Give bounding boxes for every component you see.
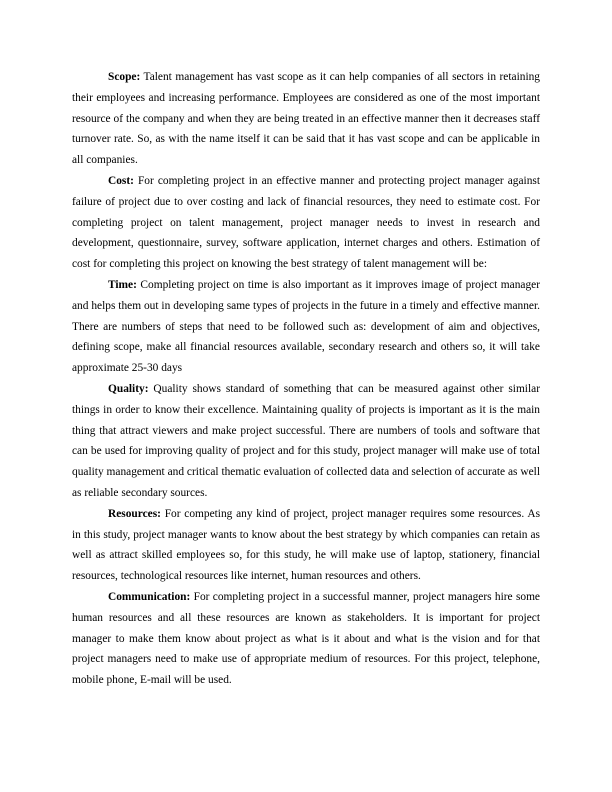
- paragraph-heading: Quality:: [108, 382, 149, 395]
- paragraph-heading: Time:: [108, 278, 137, 291]
- paragraph-time: [72, 275, 540, 379]
- paragraph-text: For completing project in a successful manner, project managers hire some human resources and all these resources are known as stakeholders. It is important for project manager to make them know about project as what is it about and what is the vision and for that project managers need to make use of appropriate medium of resources. For this project, telephone, mobile phone, E-mail will be used.: [72, 590, 540, 687]
- paragraph-heading: Resources:: [108, 507, 161, 520]
- paragraph-heading: Communication:: [108, 590, 191, 603]
- paragraph-cost: [72, 171, 540, 275]
- paragraph-text: Talent management has vast scope as it can help companies of all sectors in retaining their employees and increasing performance. Employees are considered as one of the most important resource of the company and when they are being treated in an effective manner then it decreases staff turnover rate. So, as with the name itself it can be said that it has vast scope and can be applicable in all companies.: [72, 71, 540, 167]
- paragraph-scope: [72, 67, 540, 171]
- document-page: [72, 67, 540, 691]
- paragraph-heading: Scope:: [108, 71, 141, 83]
- paragraph-quality: [72, 379, 540, 504]
- paragraph-text: For competing any kind of project, project manager requires some resources. As in this study, project manager wants to know about the best strategy by which companies can retain as well as attract skilled employees so, for this study, he will make use of laptop, stationery, financial resources, technological resources like internet, human resources and others.: [72, 507, 540, 583]
- paragraph-text: Quality shows standard of something that can be measured against other similar things in order to know their excellence. Maintaining quality of projects is important as it is the main thing that attract viewers and make project successful. There are numbers of tools and software that can be used for improving quality of project and for this study, project manager will make use of total quality management and critical thematic evaluation of collected data and selection of accurate as well as reliable secondary sources.: [72, 382, 540, 499]
- paragraph-communication: [72, 587, 540, 691]
- paragraph-resources: [72, 504, 540, 587]
- paragraph-heading: Cost:: [108, 174, 134, 187]
- paragraph-text: Completing project on time is also important as it improves image of project manager and helps them out in developing same types of projects in the future in a timely and effective manner. There are numbers of steps that need to be followed such as: development of aim and objectives, defining scope, make all financial resources available, secondary research and others so, it will take approximate 25-30 days: [72, 278, 540, 375]
- paragraph-text: For completing project in an effective manner and protecting project manager against failure of project due to over costing and lack of financial resources, they need to estimate cost. For completing project on talent management, project manager needs to invest in research and development, questionnaire, survey, software application, internet charges and others. Estimation of cost for completing this project on knowing the best strategy of talent management will be:: [72, 174, 540, 271]
